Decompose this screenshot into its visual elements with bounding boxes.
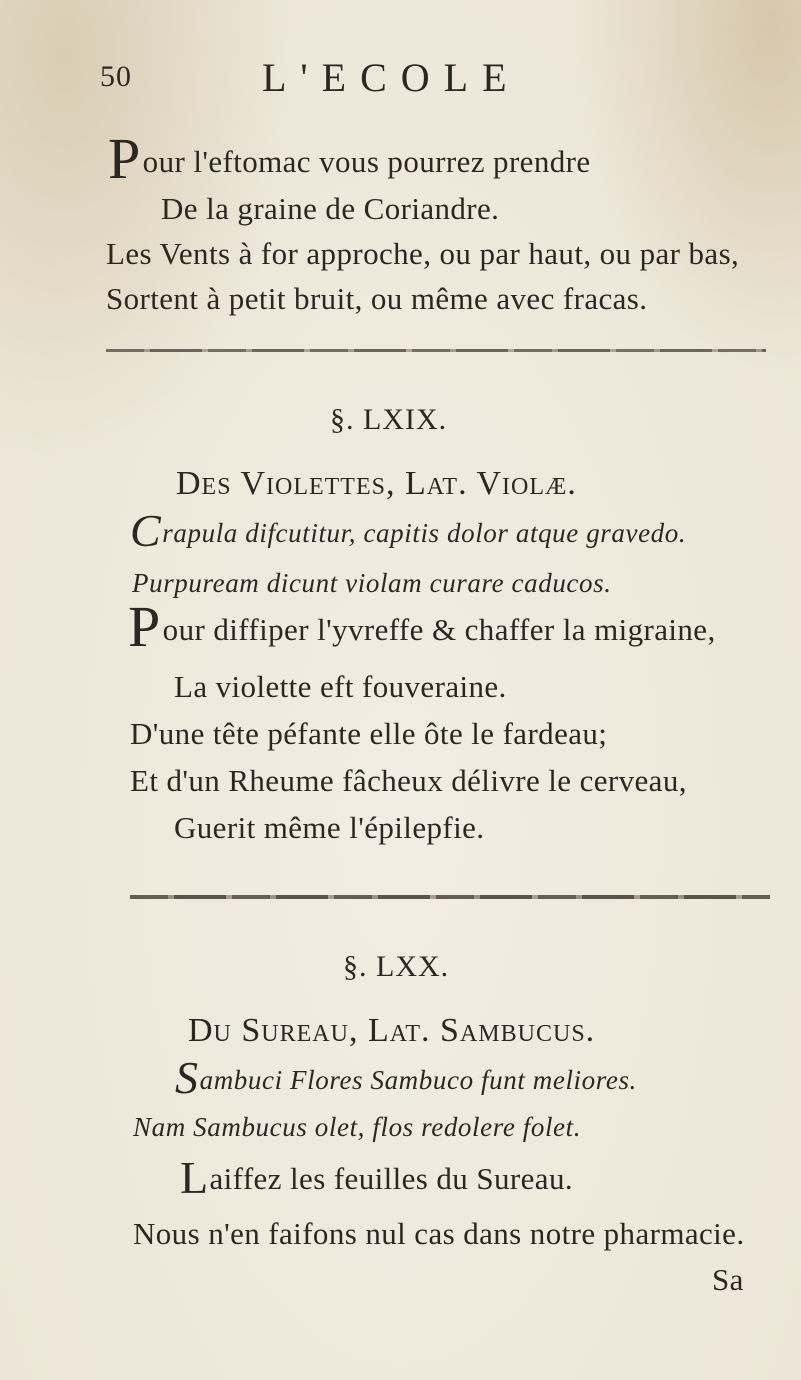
- drop-cap: S: [175, 1052, 199, 1103]
- stanza1-line-3: Les Vents à for approche, ou par haut, ou par bas,: [106, 236, 740, 271]
- latin-line-1: [175, 1052, 637, 1103]
- stanza1-line-4: Sortent à petit bruit, ou même avec fracas.: [106, 281, 648, 316]
- latin-line-2: Purpuream dicunt violam curare caducos.: [132, 568, 612, 598]
- catchword: Sa: [712, 1262, 744, 1297]
- drop-cap: C: [130, 505, 162, 556]
- page-number: 50: [100, 60, 132, 93]
- verse-line-5: Guerit même l'épilepfie.: [174, 810, 485, 845]
- section-number: §. LXX.: [343, 950, 450, 983]
- verse-line-1: [128, 594, 716, 659]
- verse-line-1-text: aiffez les feuilles du Sureau.: [209, 1161, 573, 1196]
- verse-line-2: Nous n'en faifons nul cas dans notre pharmacie.: [133, 1216, 745, 1251]
- latin-line-2: Nam Sambucus olet, flos redolere folet.: [133, 1112, 582, 1142]
- drop-cap: P: [128, 594, 161, 659]
- verse-line-2: La violette eft fouveraine.: [174, 669, 507, 704]
- drop-cap: L: [180, 1152, 209, 1203]
- latin-line-1: [130, 505, 687, 556]
- stanza1-line-2: De la graine de Coriandre.: [161, 191, 500, 226]
- section-title: Des Violettes, Lat. Violæ.: [176, 465, 577, 502]
- divider-rule: [130, 895, 770, 899]
- running-head: L'ECOLE: [262, 55, 521, 100]
- latin-line-1-text: rapula difcutitur, capitis dolor atque gravedo.: [162, 518, 687, 548]
- section-title: Du Sureau, Lat. Sambucus.: [188, 1012, 596, 1049]
- verse-line-3: D'une tête péfante elle ôte le fardeau;: [130, 716, 608, 751]
- verse-line-1: [180, 1152, 573, 1203]
- latin-line-1-text: ambuci Flores Sambuco funt meliores.: [199, 1065, 637, 1095]
- stanza1-line-1-text: our l'eftomac vous pourrez prendre: [142, 144, 591, 179]
- verse-line-1-text: our diffiper l'yvreffe & chaffer la migraine,: [162, 612, 716, 647]
- drop-cap: P: [108, 126, 141, 191]
- page-header: [0, 16, 801, 100]
- verse-line-4: Et d'un Rheume fâcheux délivre le cerveau,: [130, 763, 687, 798]
- divider-rule: [106, 349, 766, 352]
- stanza1-line-1: [108, 126, 591, 191]
- section-number: §. LXIX.: [330, 403, 448, 436]
